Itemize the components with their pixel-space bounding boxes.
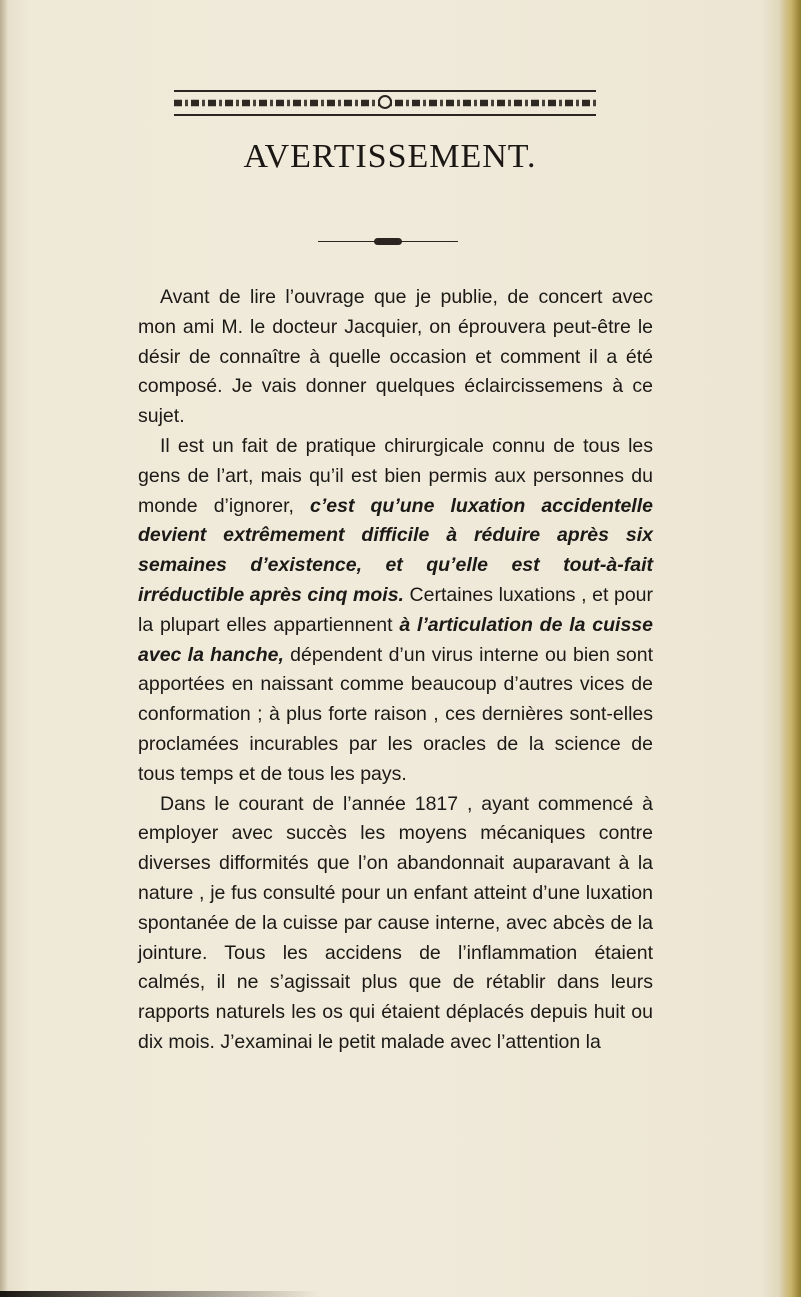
header-ornament-band: [174, 90, 596, 118]
page-bottom-shadow: [0, 1291, 320, 1297]
chapter-title: AVERTISSEMENT.: [243, 138, 537, 175]
ornament-center-rosette: [378, 95, 392, 109]
text-run: Certaines luxations , et pour la plupart elles appartiennent: [138, 583, 654, 636]
page-gutter-shadow: [0, 0, 8, 1297]
body-text: [138, 283, 653, 1058]
paragraph: [138, 790, 653, 1058]
ornament-rule-top: [174, 90, 596, 92]
ornament-rule-bottom: [174, 114, 596, 116]
divider-knot: [374, 238, 402, 245]
text-run: Il est un fait de pratique chirurgicale connu de tous les gens de l’art, mais qu’il est bien permis aux personnes du monde d’ignorer,: [138, 434, 653, 517]
text-run: Avant de lire l’ouvrage que je publie, de concert avec mon ami M. le docteur Jacquier, on éprouvera peut-être le désir de connaître à quelle occasion et comment il a été composé. Je vais donner quelques éclaircissemens à ce sujet.: [138, 286, 653, 428]
binding-edge: [779, 0, 801, 1297]
emphasized-text: c’est qu’une luxation accidentelle devient extrêmement difficile à réduire après six semaines d’existence, et qu’elle est tout-à-fait irréductible après cinq mois.: [138, 494, 653, 606]
text-run: dépendent d’un virus interne ou bien sont apportées en naissant comme beaucoup d’autres vices de conformation ; à plus forte raison , ces dernières sont-elles proclamées incurables par les oracles de la science de tous temps et de tous les pays.: [138, 643, 653, 785]
paragraph: [138, 432, 653, 790]
title-divider-ornament: [318, 238, 458, 246]
paragraph: [138, 283, 653, 432]
emphasized-text: à l’articulation de la cuisse avec la hanche,: [138, 613, 653, 666]
text-run: Dans le courant de l’année 1817 , ayant commencé à employer avec succès les moyens mécaniques contre diverses difformités que l’on abandonnait auparavant à la nature , je fus consulté pour un enfant atteint d’une luxation spontanée de la cuisse par cause interne, avec abcès de la jointure. Tous les accidens de l’inflammation étaient calmés, il ne s’agissait plus que de rétablir dans leurs rapports naturels les os qui étaient déplacés depuis huit ou dix mois. J’examinai le petit malade avec l’attention la: [138, 792, 653, 1053]
